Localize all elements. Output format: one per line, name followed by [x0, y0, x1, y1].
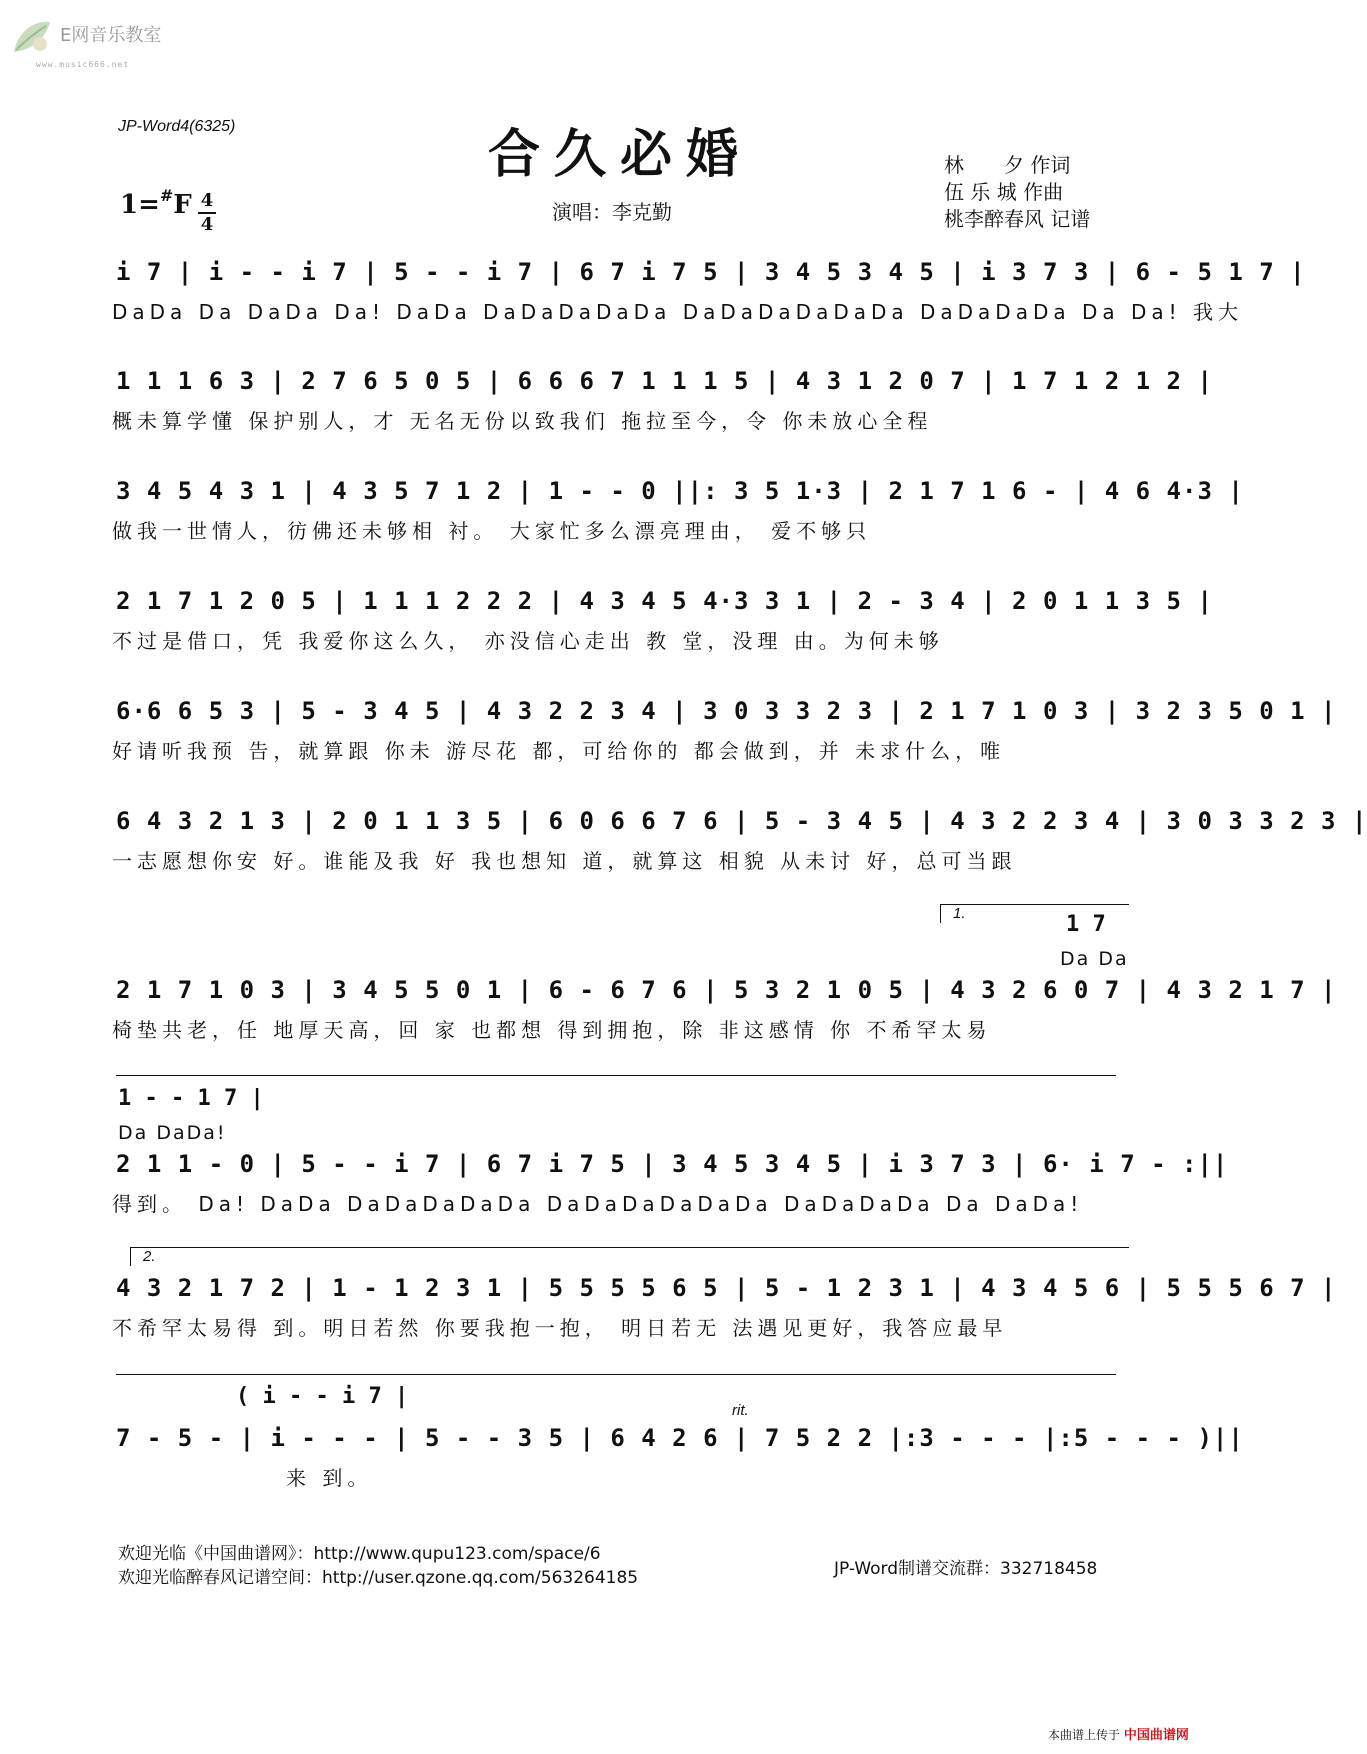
coda-line	[116, 1374, 1116, 1375]
lyric-line: DaDa Da DaDa Da! DaDa DaDaDaDaDa DaDaDaDaDaDa DaDaDaDa Da Da! 我大	[112, 300, 1244, 324]
lyricist: 林 夕 作词	[944, 153, 1071, 177]
notation-line: 6 4 3 2 1 3 | 2 0 1 1 3 5 | 6 0 6 6 7 6 | 5 - 3 4 5 | 4 3 2 2 3 4 | 3 0 3 3 2 3 |	[116, 807, 1367, 835]
lyric-line: 好请听我预 告，就算跟 你未 游尽花 都，可给你的 都会做到，并 未求什么，唯	[112, 739, 1006, 763]
transcriber: 桃李醉春风 记谱	[944, 207, 1091, 231]
notation-line: 2 1 7 1 2 0 5 | 1 1 1 2 2 2 | 4 3 4 5 4·3 3 1 | 2 - 3 4 | 2 0 1 1 3 5 |	[116, 587, 1213, 615]
notation-line: 7 - 5 - | i - - - | 5 - - 3 5 | 6 4 2 6 | 7 5 2 2 |:3 - - - |:5 - - - )||	[116, 1424, 1244, 1452]
first-ending-label: 1.	[953, 905, 966, 922]
system-9	[112, 1274, 1337, 1344]
second-ending-bracket	[130, 1247, 1129, 1266]
time-signature	[198, 192, 216, 234]
sharp-sign: #	[159, 186, 174, 205]
upload-brand[interactable]: 中国曲谱网	[1123, 1728, 1189, 1743]
footer-line-2[interactable]: 欢迎光临醉春风记谱空间：http://user.qzone.qq.com/563264185	[118, 1568, 639, 1588]
watermark-logo	[10, 16, 210, 76]
notation-line: 6·6 6 5 3 | 5 - 3 4 5 | 4 3 2 2 3 4 | 3 0 3 3 2 3 | 2 1 7 1 0 3 | 3 2 3 5 0 1 |	[116, 697, 1337, 725]
first-ending-notes: 1 7	[1066, 912, 1106, 937]
system-2	[112, 367, 1213, 437]
lyric-line: 来 到。	[286, 1466, 373, 1490]
software-version: JP-Word4(6325)	[118, 118, 236, 135]
system-4	[112, 587, 1213, 657]
first-ending-cont-lyric: Da DaDa!	[118, 1122, 227, 1144]
first-ending-cont-notes: 1 - - 1 7 |	[118, 1086, 264, 1111]
lyric-line: 得到。 Da! DaDa DaDaDaDaDa DaDaDaDaDaDa DaDaDaDa Da DaDa!	[112, 1192, 1084, 1216]
system-7	[112, 976, 1337, 1046]
ritardando-mark: rit.	[732, 1402, 749, 1419]
system-10	[116, 1424, 1244, 1494]
footer-links	[118, 1542, 638, 1590]
lyric-line: 不过是借口，凭 我爱你这么久， 亦没信心走出 教 堂，没理 由。为何未够	[112, 629, 944, 653]
system-1	[112, 258, 1306, 328]
upload-text: 本曲谱上传于	[1048, 1728, 1121, 1742]
intro-bracket-notes: ( i - - i 7 |	[236, 1384, 409, 1409]
song-title: 合久必婚	[487, 124, 752, 185]
notation-line: 2 1 7 1 0 3 | 3 4 5 5 0 1 | 6 - 6 7 6 | 5 3 2 1 0 5 | 4 3 2 6 0 7 | 4 3 2 1 7 |	[116, 976, 1337, 1004]
first-ending-continuation-line	[116, 1075, 1116, 1076]
system-5	[112, 697, 1337, 767]
time-denominator: 4	[200, 214, 214, 235]
group-info: JP-Word制谱交流群：332718458	[834, 1559, 1098, 1579]
key-signature	[120, 186, 192, 220]
notation-line: 2 1 1 - 0 | 5 - - i 7 | 6 7 i 7 5 | 3 4 5 3 4 5 | i 3 7 3 | 6· i 7 - :||	[116, 1150, 1229, 1178]
lyric-line: 概未算学懂 保护别人，才 无名无份以致我们 拖拉至今，令 你未放心全程	[112, 409, 933, 433]
notation-line: 1 1 1 6 3 | 2 7 6 5 0 5 | 6 6 6 7 1 1 1 5 | 4 3 1 2 0 7 | 1 7 1 2 1 2 |	[116, 367, 1213, 395]
key-prefix: 1=	[120, 190, 160, 220]
first-ending-lyric: Da Da	[1060, 948, 1129, 970]
notation-line: 4 3 2 1 7 2 | 1 - 1 2 3 1 | 5 5 5 5 6 5 | 5 - 1 2 3 1 | 4 3 4 5 6 | 5 5 5 6 7 |	[116, 1274, 1337, 1302]
time-numerator: 4	[200, 190, 214, 211]
system-6	[112, 807, 1367, 877]
notation-line: 3 4 5 4 3 1 | 4 3 5 7 1 2 | 1 - - 0 ||: 3 5 1·3 | 2 1 7 1 6 - | 4 6 4·3 |	[116, 477, 1244, 505]
lyric-line: 不希罕太易得 到。明日若然 你要我抱一抱， 明日若无 法遇见更好，我答应最早	[112, 1316, 1008, 1340]
footer-line-1[interactable]: 欢迎光临《中国曲谱网》：http://www.qupu123.com/space/6	[118, 1544, 601, 1564]
watermark-site-name: E网音乐教室	[60, 25, 162, 46]
leaf-icon	[10, 16, 54, 56]
upload-notice	[1048, 1724, 1189, 1743]
notation-line: i 7 | i - - i 7 | 5 - - i 7 | 6 7 i 7 5 | 3 4 5 3 4 5 | i 3 7 3 | 6 - 5 1 7 |	[116, 258, 1306, 286]
system-8	[112, 1150, 1229, 1220]
second-ending-label: 2.	[143, 1248, 156, 1265]
credits	[944, 152, 1090, 233]
lyric-line: 一志愿想你安 好。谁能及我 好 我也想知 道，就算这 相貌 从未讨 好，总可当跟	[112, 849, 1017, 873]
key-note: F	[173, 190, 192, 220]
composer: 伍 乐 城 作曲	[944, 180, 1064, 204]
watermark-site-url: www.music666.net	[36, 60, 130, 69]
lyric-line: 椅垫共老，任 地厚天高，回 家 也都想 得到拥抱，除 非这感情 你 不希罕太易	[112, 1018, 992, 1042]
singer: 演唱：李克勤	[552, 200, 672, 224]
lyric-line: 做我一世情人，彷佛还未够相 衬。 大家忙多么漂亮理由， 爱不够只	[112, 519, 872, 543]
system-3	[112, 477, 1244, 547]
